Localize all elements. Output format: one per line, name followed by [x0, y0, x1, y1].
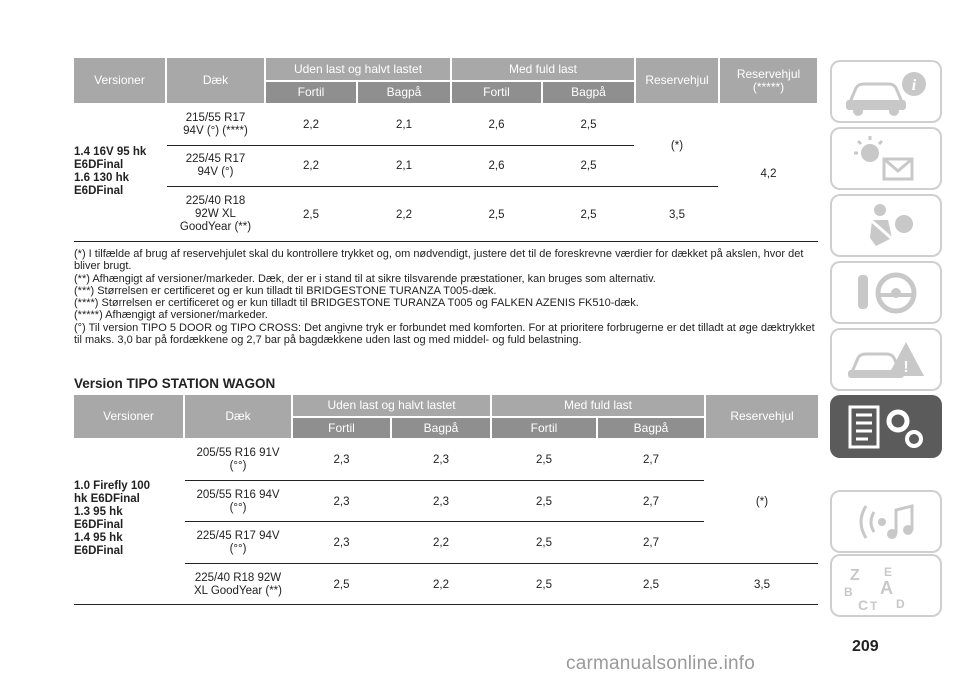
row-divider: [185, 521, 704, 522]
subheader-rear: Bagpå: [598, 418, 704, 438]
col-header-tyre: Dæk: [167, 58, 264, 103]
col-header-partial-load: Uden last og halvt lastet: [293, 395, 490, 416]
pressure-cell: 2,5: [333, 579, 350, 591]
tyre-cell: [167, 153, 264, 179]
tyre-cell: [185, 530, 291, 556]
version-line: E6DFinal: [74, 545, 124, 557]
tyre-line: 94V (°): [197, 166, 234, 178]
chapter-tab-multimedia[interactable]: [830, 490, 942, 553]
row-divider: [167, 145, 634, 146]
version-line: 1.4 95 hk: [74, 532, 123, 544]
tyre-line: 92W XL: [195, 208, 236, 220]
subheader-rear: Bagpå: [392, 418, 490, 438]
pressure-cell: 2,3: [333, 496, 350, 508]
table-bottom-rule: [74, 604, 818, 605]
pressure-cell: 2,5: [536, 579, 552, 591]
subheader-front: Fortil: [293, 418, 390, 438]
pressure-cell: 2,5: [580, 119, 597, 131]
versions-cell: [74, 146, 164, 198]
row-divider: [185, 480, 704, 481]
footnote: (***) Størrelsen er certificeret og er kun tilladt til BRIDGESTONE TURANZA T005-dæk.: [74, 284, 497, 297]
tyre-cell: [185, 447, 291, 473]
pressure-cell: 2,1: [396, 119, 412, 131]
warning-lights-icon: [836, 131, 936, 187]
svg-text:D: D: [896, 596, 905, 611]
pressure-cell: 2,3: [333, 537, 350, 549]
subheader-front: Fortil: [492, 418, 596, 438]
pressure-cell: 2,5: [303, 209, 319, 221]
tyre-line: 205/55 R16 94V: [196, 489, 280, 501]
safety-airbag-icon: [836, 198, 936, 254]
svg-text:A: A: [880, 577, 893, 598]
key-steering-icon: [836, 265, 936, 321]
svg-text:C: C: [858, 596, 869, 613]
version-line: 1.4 16V 95 hk: [74, 146, 147, 158]
chapter-tab-warning-lights[interactable]: [830, 127, 942, 190]
pressure-cell: 2,2: [433, 579, 449, 591]
pressure-cell: 2,5: [536, 537, 552, 549]
tyre-line: 225/45 R17: [185, 153, 246, 165]
chapter-tab-car-info[interactable]: [830, 60, 942, 123]
emergency-icon: [836, 332, 936, 388]
version-line: E6DFinal: [74, 519, 124, 531]
pressure-cell: 2,7: [643, 496, 659, 508]
tyre-line: 94V (°) (****): [183, 125, 248, 137]
col-header-spare: Reservehjul: [706, 395, 818, 438]
pressure-cell: 2,3: [333, 454, 350, 466]
pressure-cell: 2,6: [488, 119, 505, 131]
footnote: (*) I tilfælde af brug af reservehjulet skal du kontrollere trykket og, om nødvendigt, justere det til de foreskrevne værdier for dækket på akslen, hvor det bliver brugt.: [74, 248, 804, 273]
subheader-front: Fortil: [266, 82, 356, 103]
tyre-line: (°°): [229, 502, 247, 514]
chapter-tab-technical-data[interactable]: [830, 395, 942, 458]
pressure-cell: 2,3: [433, 496, 449, 508]
tyre-cell: [185, 489, 291, 515]
version-line: 1.0 Firefly 100: [74, 480, 151, 492]
row-divider: [185, 563, 818, 564]
spare-alt-merged-cell: 4,2: [760, 168, 777, 180]
footnote: (**) Afhængigt af versioner/markeder. Dæk, der er i stand til at sikre tilsvarende præstationer, kan bruges som alternativ.: [74, 272, 656, 285]
tyre-line: 225/40 R18: [185, 195, 246, 207]
pressure-cell: 2,5: [643, 579, 659, 591]
version-line: 1.6 130 hk: [74, 172, 129, 184]
car-info-icon: [836, 64, 936, 120]
svg-text:i: i: [911, 76, 917, 94]
pressure-cell: 2,2: [433, 537, 449, 549]
tyre-line: XL GoodYear (**): [193, 585, 282, 597]
tyre-line: 205/55 R16 91V: [196, 447, 280, 459]
col-header-versions: Versioner: [74, 395, 183, 438]
chapter-tab-index[interactable]: [830, 554, 942, 617]
index-abc-icon: [836, 558, 936, 614]
row-divider: [167, 186, 718, 187]
version-line: 1.3 95 hk: [74, 506, 123, 518]
pressure-cell: 2,7: [643, 537, 659, 549]
pressure-cell: 2,2: [303, 119, 319, 131]
spare-cell: 3,5: [754, 579, 770, 591]
page-number: 209: [852, 638, 879, 655]
spare-merged-cell: (*): [755, 496, 769, 508]
pressure-cell: 2,6: [488, 160, 505, 172]
col-header-full-load: Med fuld last: [492, 395, 704, 416]
chapter-tab-emergency[interactable]: [830, 328, 942, 391]
svg-text:T: T: [870, 598, 878, 613]
svg-text:!: !: [903, 358, 909, 376]
tyre-line: 225/45 R17 94V: [196, 530, 280, 542]
version-line: hk E6DFinal: [74, 493, 140, 505]
svg-text:B: B: [844, 584, 853, 599]
spare-cell: 3,5: [669, 209, 685, 221]
pressure-cell: 2,5: [580, 209, 597, 221]
pressure-cell: 2,7: [643, 454, 659, 466]
chapter-tab-safety[interactable]: [830, 194, 942, 257]
tyre-cell: [185, 572, 291, 598]
spare-merged-cell: (*): [670, 140, 684, 152]
col-header-full-load: Med fuld last: [452, 58, 634, 80]
tyre-cell: [167, 112, 264, 138]
subheader-rear: Bagpå: [543, 82, 634, 103]
col-header-tyre: Dæk: [185, 395, 291, 438]
subheader-front: Fortil: [452, 82, 541, 103]
multimedia-icon: [836, 494, 936, 550]
version-line: E6DFinal: [74, 185, 124, 197]
svg-text:E: E: [884, 564, 893, 579]
pressure-cell: 2,5: [580, 160, 597, 172]
subheader-rear: Bagpå: [358, 82, 450, 103]
footnote: (****) Størrelsen er certificeret og er kun tilladt til BRIDGESTONE TURANZA T005 og FALKEN AZENIS FK510-dæk.: [74, 297, 639, 310]
chapter-tab-starting-driving[interactable]: [830, 261, 942, 324]
pressure-cell: 2,5: [488, 209, 505, 221]
pressure-cell: 2,5: [536, 454, 552, 466]
table-bottom-rule: [74, 241, 818, 242]
technical-data-icon: [836, 399, 936, 455]
col-header-spare-alt: Reservehjul (*****): [720, 58, 817, 103]
pressure-cell: 2,3: [433, 454, 449, 466]
col-header-partial-load: Uden last og halvt lastet: [266, 58, 450, 80]
col-header-spare: Reservehjul: [636, 58, 718, 103]
tyre-line: (°°): [229, 460, 247, 472]
footnote: (*****) Afhængigt af versioner/markeder.: [74, 309, 268, 322]
tyre-line: 215/55 R17: [185, 112, 246, 124]
tyre-line: (°°): [229, 543, 247, 555]
footnote: (°) Til version TIPO 5 DOOR og TIPO CROSS: Det angivne tryk er forbundet med komforten. For at prioritere forbrugerne er det tilladt at øge dæktrykket til maks. 3,0 bar på fordækkene og 2,7 bar på bagdækkene uden last og med middel- og fuld belastning.: [74, 321, 815, 347]
pressure-cell: 2,1: [396, 160, 412, 172]
pressure-cell: 2,2: [396, 209, 412, 221]
pressure-cell: 2,2: [303, 160, 319, 172]
tyre-cell: [167, 195, 264, 234]
versions-cell: [74, 480, 182, 558]
watermark: carmanualsonline.info: [566, 653, 756, 674]
version-line: E6DFinal: [74, 159, 124, 171]
tyre-line: 225/40 R18 92W: [194, 572, 282, 584]
col-header-versions: Versioner: [74, 58, 165, 103]
section-title: Version TIPO STATION WAGON: [74, 376, 276, 391]
pressure-cell: 2,5: [536, 496, 552, 508]
tyre-line: GoodYear (**): [179, 221, 252, 233]
footnotes: [74, 248, 819, 346]
svg-text:Z: Z: [850, 566, 860, 584]
